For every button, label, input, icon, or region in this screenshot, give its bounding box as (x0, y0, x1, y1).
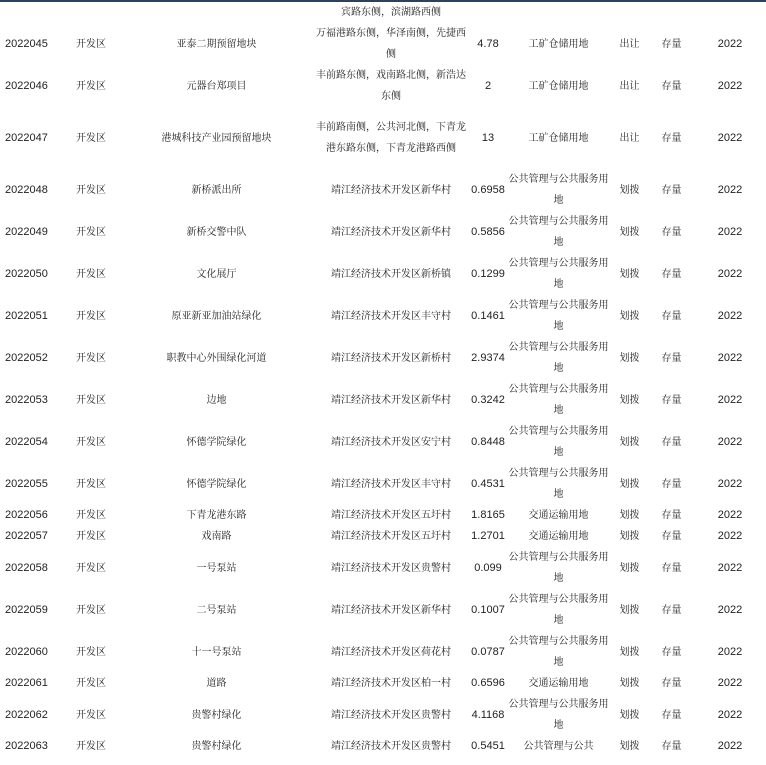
table-row (0, 421, 766, 463)
cell-status: 存量 (661, 478, 682, 490)
cell-district: 开发区 (76, 80, 106, 92)
cell-use: 公共管理与公共服务用地 (508, 300, 609, 332)
cell-district: 开发区 (76, 510, 106, 521)
cell-id: 2022053 (5, 393, 48, 406)
cell-name: 道路 (206, 678, 227, 689)
cell-area: 0.8448 (471, 435, 505, 448)
cell-year: 2022 (717, 37, 743, 50)
cell-status: 存量 (661, 436, 682, 448)
cell-location: 靖江经济技术开发区新华村 (331, 394, 451, 406)
cell-district: 开发区 (76, 226, 106, 238)
cell-district: 开发区 (76, 436, 106, 448)
cell-district: 开发区 (76, 562, 106, 574)
cell-use: 公共管理与公共服务用地 (508, 594, 609, 626)
table-row (0, 526, 766, 547)
cell-district: 开发区 (76, 38, 106, 50)
cell-district: 开发区 (76, 132, 106, 144)
cell-year: 2022 (717, 477, 743, 490)
cell-year: 2022 (717, 309, 743, 322)
cell-method: 划拨 (619, 436, 640, 448)
cell-method: 划拨 (619, 394, 640, 406)
cell-location: 万福港路东侧，华泽南侧，先捷西侧 (316, 28, 466, 60)
cell-use: 公共管理与公共服务用地 (508, 468, 609, 500)
table-row (0, 253, 766, 295)
cell-status: 存量 (661, 646, 682, 658)
cell-method: 划拨 (619, 741, 640, 752)
cell-method: 划拨 (619, 709, 640, 721)
table-row (0, 65, 766, 107)
cell-status: 存量 (661, 709, 682, 721)
cell-id: 2022063 (5, 740, 48, 752)
cell-district: 开发区 (76, 394, 106, 406)
table-row (0, 107, 766, 169)
cell-use: 公共管理与公共服务用地 (508, 216, 609, 248)
cell-district: 开发区 (76, 678, 106, 689)
cell-status: 存量 (661, 352, 682, 364)
cell-location: 宾路东侧，滨湖路西侧 (341, 7, 441, 18)
cell-year: 2022 (717, 708, 743, 721)
cell-year: 2022 (717, 351, 743, 364)
cell-name: 港城科技产业园预留地块 (161, 132, 272, 144)
cell-name: 一号泵站 (196, 562, 237, 574)
cell-method: 划拨 (619, 310, 640, 322)
cell-year: 2022 (717, 530, 743, 542)
cell-district (62, 2, 120, 23)
cell-name: 贵警村绿化 (191, 741, 242, 752)
cell-location: 靖江经济技术开发区贵警村 (331, 562, 451, 574)
cell-name: 怀德学院绿化 (186, 478, 247, 490)
cell-area: 13 (481, 131, 495, 144)
cell-district: 开发区 (76, 709, 106, 721)
cell-location: 靖江经济技术开发区荷花村 (331, 646, 451, 658)
table-row (0, 631, 766, 673)
cell-name: 文化展厅 (196, 268, 237, 280)
cell-year: 2022 (717, 267, 743, 280)
cell-use (507, 2, 610, 23)
cell-location: 靖江经济技术开发区贵警村 (331, 709, 451, 721)
cell-location: 靖江经济技术开发区新桥村 (331, 352, 451, 364)
cell-area: 1.8165 (471, 509, 505, 521)
cell-location: 靖江经济技术开发区新华村 (331, 604, 451, 616)
cell-use: 工矿仓储用地 (528, 38, 589, 50)
table-row (0, 589, 766, 631)
cell-area: 0.6596 (471, 677, 505, 689)
cell-location: 丰前路东侧，戏南路北侧，新浩达东侧 (316, 70, 466, 102)
cell-id: 2022046 (5, 79, 48, 92)
cell-area: 0.1299 (471, 267, 505, 280)
cell-year: 2022 (717, 225, 743, 238)
cell-use: 交通运输用地 (528, 678, 589, 689)
cell-district: 开发区 (76, 531, 106, 542)
cell-district: 开发区 (76, 604, 106, 616)
cell-status: 存量 (661, 741, 682, 752)
cell-name: 边地 (206, 394, 227, 406)
cell-id: 2022051 (5, 309, 48, 322)
cell-area: 0.5451 (471, 740, 505, 752)
cell-name: 原亚新亚加油站绿化 (171, 310, 262, 322)
cell-status: 存量 (661, 604, 682, 616)
cell-method: 出让 (619, 38, 640, 50)
cell-status: 存量 (661, 531, 682, 542)
cell-district: 开发区 (76, 268, 106, 280)
table-row (0, 2, 766, 23)
cell-name: 下青龙港东路 (186, 510, 247, 521)
cell-location: 靖江经济技术开发区新桥镇 (331, 268, 451, 280)
cell-method: 划拨 (619, 646, 640, 658)
cell-status (649, 2, 694, 23)
table-body (0, 2, 766, 757)
cell-name: 贵警村绿化 (191, 709, 242, 721)
cell-method: 划拨 (619, 531, 640, 542)
cell-year: 2022 (717, 79, 743, 92)
cell-district: 开发区 (76, 741, 106, 752)
cell-year: 2022 (717, 131, 743, 144)
cell-name: 十一号泵站 (191, 646, 242, 658)
cell-district: 开发区 (76, 352, 106, 364)
cell-id: 2022048 (5, 183, 48, 196)
cell-district: 开发区 (76, 184, 106, 196)
cell-area: 0.1461 (471, 309, 505, 322)
cell-use: 公共管理与公共服务用地 (508, 552, 609, 584)
cell-id: 2022050 (5, 267, 48, 280)
cell-name: 亚泰二期预留地块 (176, 38, 257, 50)
cell-method: 划拨 (619, 268, 640, 280)
cell-area: 2.9374 (471, 351, 505, 364)
cell-use: 工矿仓储用地 (528, 80, 589, 92)
cell-location: 靖江经济技术开发区新华村 (331, 226, 451, 238)
cell-location: 靖江经济技术开发区柏一村 (331, 678, 451, 689)
cell-year (694, 2, 766, 23)
cell-status: 存量 (661, 226, 682, 238)
cell-name (120, 2, 313, 23)
table-row (0, 295, 766, 337)
cell-name: 新桥派出所 (191, 184, 242, 196)
table-row (0, 169, 766, 211)
cell-area: 0.5856 (471, 225, 505, 238)
cell-id: 2022062 (5, 708, 48, 721)
cell-location: 靖江经济技术开发区五圩村 (331, 510, 451, 521)
cell-method: 划拨 (619, 478, 640, 490)
cell-use: 交通运输用地 (528, 510, 589, 521)
cell-status: 存量 (661, 310, 682, 322)
cell-area: 0.6958 (471, 183, 505, 196)
cell-status: 存量 (661, 184, 682, 196)
cell-year: 2022 (717, 183, 743, 196)
cell-use: 公共管理与公共服务用地 (508, 426, 609, 458)
land-table (0, 2, 766, 757)
cell-id: 2022061 (5, 677, 48, 689)
cell-area (469, 2, 507, 23)
cell-id: 2022056 (5, 509, 48, 521)
cell-year: 2022 (717, 740, 743, 752)
table-row (0, 673, 766, 694)
cell-id: 2022060 (5, 645, 48, 658)
cell-area: 0.3242 (471, 393, 505, 406)
cell-year: 2022 (717, 603, 743, 616)
cell-location: 丰前路南侧，公共河北侧，下青龙港东路东侧，下青龙港路西侧 (316, 122, 466, 154)
cell-id: 2022045 (5, 37, 48, 50)
table-row (0, 547, 766, 589)
cell-district: 开发区 (76, 646, 106, 658)
cell-use: 公共管理与公共服务用地 (508, 342, 609, 374)
cell-name: 二号泵站 (196, 604, 237, 616)
cell-method: 划拨 (619, 510, 640, 521)
cell-area: 0.099 (474, 561, 502, 574)
cell-area: 4.1168 (471, 708, 505, 721)
cell-method: 划拨 (619, 562, 640, 574)
cell-name: 新桥交警中队 (186, 226, 247, 238)
cell-use: 公共管理与公共服务用地 (508, 384, 609, 416)
cell-use: 公共管理与公共服务用地 (508, 174, 609, 206)
cell-id: 2022055 (5, 477, 48, 490)
cell-status: 存量 (661, 562, 682, 574)
cell-id: 2022047 (5, 131, 48, 144)
cell-status: 存量 (661, 38, 682, 50)
cell-method (610, 2, 649, 23)
cell-id: 2022052 (5, 351, 48, 364)
cell-district: 开发区 (76, 310, 106, 322)
cell-id: 2022054 (5, 435, 48, 448)
cell-year: 2022 (717, 393, 743, 406)
table-row (0, 463, 766, 505)
table-row (0, 211, 766, 253)
cell-status: 存量 (661, 394, 682, 406)
cell-method: 划拨 (619, 678, 640, 689)
cell-location: 靖江经济技术开发区新华村 (331, 184, 451, 196)
cell-year: 2022 (717, 561, 743, 574)
cell-area: 0.0787 (471, 645, 505, 658)
cell-method: 划拨 (619, 352, 640, 364)
cell-id (0, 2, 62, 23)
cell-name: 怀德学院绿化 (186, 436, 247, 448)
cell-method: 划拨 (619, 226, 640, 238)
cell-district: 开发区 (76, 478, 106, 490)
table-row (0, 23, 766, 65)
cell-method: 出让 (619, 80, 640, 92)
cell-id: 2022058 (5, 561, 48, 574)
cell-use: 公共管理与公共服务用地 (508, 258, 609, 290)
cell-area: 0.1007 (471, 603, 505, 616)
cell-id: 2022059 (5, 603, 48, 616)
cell-name: 职教中心外围绿化河道 (166, 352, 267, 364)
cell-area: 4.78 (477, 37, 499, 50)
cell-use: 公共管理与公共服务用地 (508, 636, 609, 668)
cell-location: 靖江经济技术开发区贵警村 (331, 741, 451, 752)
cell-area: 0.4531 (471, 477, 505, 490)
cell-name: 元器台郑项目 (186, 80, 247, 92)
cell-method: 划拨 (619, 184, 640, 196)
cell-location: 靖江经济技术开发区丰守村 (331, 310, 451, 322)
cell-method: 出让 (619, 132, 640, 144)
cell-id: 2022057 (5, 530, 48, 542)
cell-area: 2 (484, 79, 492, 92)
cell-method: 划拨 (619, 604, 640, 616)
cell-year: 2022 (717, 435, 743, 448)
table-row (0, 505, 766, 526)
cell-status: 存量 (661, 268, 682, 280)
table-row (0, 736, 766, 757)
cell-location: 靖江经济技术开发区安宁村 (331, 436, 451, 448)
cell-status: 存量 (661, 678, 682, 689)
cell-use: 工矿仓储用地 (528, 132, 589, 144)
cell-year: 2022 (717, 645, 743, 658)
cell-status: 存量 (661, 80, 682, 92)
cell-area: 1.2701 (471, 530, 505, 542)
table-row (0, 337, 766, 379)
table-row (0, 694, 766, 736)
cell-id: 2022049 (5, 225, 48, 238)
cell-status: 存量 (661, 510, 682, 521)
cell-location: 靖江经济技术开发区丰守村 (331, 478, 451, 490)
cell-use: 公共管理与公共 (523, 741, 594, 752)
cell-year: 2022 (717, 509, 743, 521)
cell-status: 存量 (661, 132, 682, 144)
cell-use: 公共管理与公共服务用地 (508, 699, 609, 731)
cell-location: 靖江经济技术开发区五圩村 (331, 531, 451, 542)
table-row (0, 379, 766, 421)
cell-year: 2022 (717, 677, 743, 689)
cell-name: 戏南路 (201, 531, 232, 542)
cell-use: 交通运输用地 (528, 531, 589, 542)
